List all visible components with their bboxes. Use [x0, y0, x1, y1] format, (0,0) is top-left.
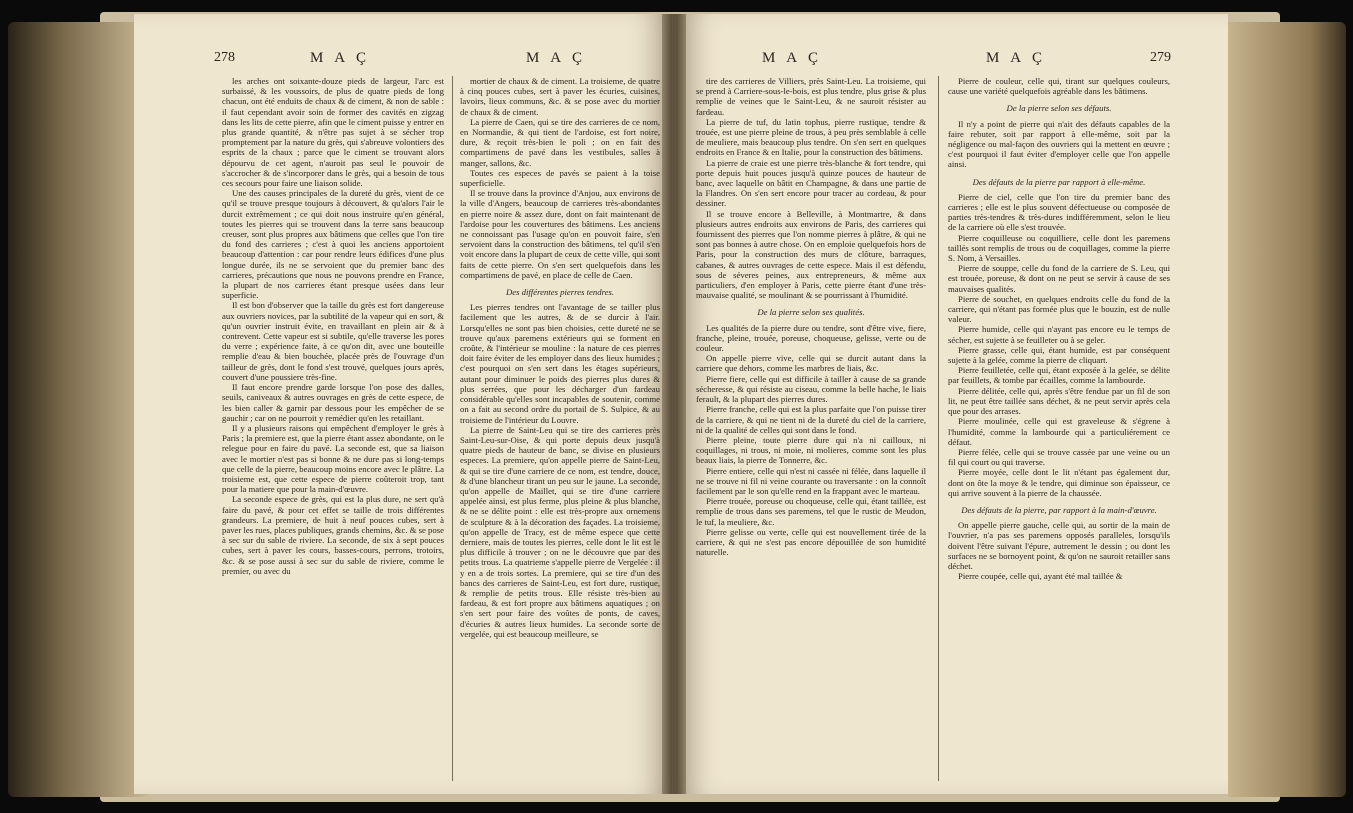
paragraph: Pierre humide, celle qui n'ayant pas encore eu le temps de sécher, est sujette à se feuilleter ou à se geler.: [948, 324, 1170, 345]
paragraph: tire des carrieres de Villiers, près Saint-Leu. La troisieme, qui se prend à Carriere-sous-le-bois, est plus tendre, plus grise & plus remplie de veines que le Saint-Leu, & ne sauroit résister au fardeau.: [696, 76, 926, 117]
paragraph: Il se trouve encore à Belleville, à Montmartre, & dans plusieurs autres endroits aux environs de Paris, des carrieres qui fournissent des pierres que l'on nomme pierres à plâtre, & qui ne sont pas bonnes à autre chose. On en emploie quelquefois hors de Paris, pour la construction des murs de clôture, barraques, cabanes, & autres ouvrages de cette espece. Mais il est défendu, sous de séveres peines, aux entrepreneurs, & même aux particuliers, d'en employer à Paris, cette pierre étant d'une très-mauvaise qualité, se moulinant & se pourrissant à l'humidité.: [696, 208, 926, 301]
paragraph: Pierre de couleur, celle qui, tirant sur quelques couleurs, cause une variété quelquefois agréable dans les bâtimens.: [948, 76, 1170, 97]
section-heading: Des défauts de la pierre par rapport à elle-même.: [972, 176, 1146, 187]
running-head: M A Ç: [762, 50, 823, 66]
section-heading: Des différentes pierres tendres.: [505, 287, 615, 298]
paragraph: Pierre gelisse ou verte, celle qui est nouvellement tirée de la carriere, & qui ne s'est pas encore dépouillée de son humidité naturelle.: [696, 526, 926, 558]
paragraph: La pierre de Saint-Leu qui se tire des carrieres près Saint-Leu-sur-Oise, & qui porte depuis deux jusqu'à quatre pieds de hauteur de banc, se divise en plusieurs especes. La premiere, qu'on appelle pierre de Saint-Leu, & qui se tire d'une carriere de ce nom, est tendre, douce, & d'une blancheur tirant un peu sur le jaune. La seconde, qu'on appelle de Maillet, qui se tire d'une carriere appelée ainsi, est plus ferme, plus pleine & plus blanche, & ne se délite point : elle est très-propre aux ornemens de sculpture & à la décoration des façades. La troisieme, qu'on appelle de Tracy, est de même espece que cette derniere, mais de toutes les pierres, celle dont le lit est le plus difficile à trouver ; on ne le découvre que par des petits trous. La quatrieme s'appelle pierre de Vergelée : il y en a de trois sortes. La premiere, qui se tire d'un des bancs des carrieres de Saint-Leu, est fort dure, rustique, & remplie de petits trous. Elle résiste très-bien au fardeau, & est fort propre aux bâtimens aquatiques ; on s'en sert pour faire des voûtes de ponts, de caves, d'écuries & autres lieux humides. La seconde sorte de vergelée, qui est beaucoup meilleure, se: [460, 424, 660, 639]
paragraph: Les pierres tendres ont l'avantage de se tailler plus facilement que les autres, & de se durcir à l'air. Lorsqu'elles ne sont pas bien choisies, cette dureté ne se trouve qu'aux paremens extérieurs qui se forment en croûte, & l'intérieur se mouline : la nature de ces pierres doit faire éviter de les employer dans des lieux humides ; c'est pourquoi on s'en sert dans les étages supérieurs, autant pour diminuer le poids des pierres plus dures & plus serrées, que pour les décharger d'un fardeau considérable qu'elles sont incapables de soutenir, comme on a fait au second ordre du portail de S. Sulpice, & au troisieme de l'intérieur du Louvre.: [460, 302, 660, 425]
page-number: 279: [1150, 50, 1171, 65]
paragraph: Pierre délitée, celle qui, après s'être fendue par un fil de son lit, ne peut être taillée sans déchet, & ne peut servir après cela que pour des arrases.: [948, 385, 1170, 417]
paragraph: Pierre coquilleuse ou coquilliere, celle dont les paremens taillés sont remplis de trous ou de coquillages, comme la pierre S. Nom, à Versailles.: [948, 232, 1170, 264]
paragraph: Il se trouve dans la province d'Anjou, aux environs de la ville d'Angers, beaucoup de carrieres très-abondantes en pierre noire & assez dure, dont on fait maintenant de l'ardoise pour les couvertures des bâtimens. Les anciens ne connoissant pas l'usage qu'on en pouvoit faire, s'en servoient dans la construction des bâtimens, tel qu'il s'en voit encore dans la plupart de ceux de cette ville, qui sont faits de cette pierre. On s'en sert quelquefois dans les compartimens de pavé, en place de celle de Caen.: [460, 188, 660, 280]
section-heading: Des défauts de la pierre, par rapport à la main-d'œuvre.: [961, 504, 1157, 515]
right-page-edges: [1228, 22, 1346, 797]
text-column-left: [696, 76, 926, 557]
paragraph: La seconde espece de grès, qui est la plus dure, ne sert qu'à faire du pavé, & pour cet effet se taille de trois différentes grandeurs. La premiere, de huit à neuf pouces cubes, sert à paver les rues, places publiques, grands chemins, &c. & se pose à sec sur du sable de riviere. La seconde, de six à sept pouces cubes, sert à paver les cours, basses-cours, perrons, trotoirs, &c. & se pose aussi à sec sur du sable de riviere, comme le premier, ou avec du: [222, 494, 444, 576]
paragraph: Pierre de souchet, en quelques endroits celle du fond de la carriere, qui n'étant pas formée plus que le bouzin, est de nulle valeur.: [948, 293, 1170, 325]
paragraph: Pierre de souppe, celle du fond de la carriere de S. Leu, qui est trouée, poreuse, & dont on ne peut se servir à cause de ses mauvaises qualités.: [948, 263, 1170, 294]
paragraph: Pierre feuilletée, celle qui, étant exposée à la gelée, se délite par feuillets, & tombe par écailles, comme la lambourde.: [948, 365, 1170, 386]
paragraph: On appelle pierre vive, celle qui se durcit autant dans la carriere que dehors, comme les marbres de liais, &c.: [696, 353, 926, 374]
paragraph: Pierre pleine, toute pierre dure qui n'a ni cailloux, ni coquillages, ni trous, ni moie, ni molieres, comme sont les plus beaux liais, la pierre de Tonnerre, &c.: [696, 434, 926, 466]
paragraph: Il n'y a point de pierre qui n'ait des défauts capables de la faire rebuter, soit par rapport à elle-même, soit par la négligence ou mal-façon des ouvriers qui la mettent en œuvre ; c'est pourquoi il faut éviter d'employer celle que l'on appelle ainsi.: [948, 118, 1170, 170]
paragraph: On appelle pierre gauche, celle qui, au sortir de la main de l'ouvrier, n'a pas ses paremens opposés paralleles, lorsqu'ils doivent l'être suivant l'épure, autrement le dessin ; ou dont les surfaces ne se bornoyent point, & qu'on ne sauroit retailler sans déchet.: [948, 520, 1170, 571]
paragraph: Pierre fiere, celle qui est difficile à tailler à cause de sa grande sécheresse, & qui résiste au ciseau, comme la belle hache, le liais ferault, & la plupart des pierres dures.: [696, 373, 926, 405]
paragraph: Il y a plusieurs raisons qui empêchent d'employer le grès à Paris ; la premiere est, que la pierre étant assez abondante, on le relegue pour en faire du pavé. La seconde est, que sa liaison avec le mortier n'est pas si bonne & ne dure pas si long-temps que celle de la pierre, beaucoup moins encore avec le plâtre. La troisieme est, que cette espece de pierre coûteroit trop, tant pour la matiere que pour la main-d'œuvre.: [222, 422, 444, 495]
paragraph: Pierre moulinée, celle qui est graveleuse & s'égrene à l'humidité, comme la lambourde qui a particuliérement ce défaut.: [948, 416, 1170, 447]
running-head: M A Ç: [986, 50, 1047, 66]
paragraph: La pierre de tuf, du latin tophus, pierre rustique, tendre & trouée, est une pierre pleine de trous, à peu près semblable à celle de meuliere, mais beaucoup plus tendre. On s'en sert en quelques endroits en France & en Italie, pour la construction des bâtimens.: [696, 116, 926, 158]
running-head: M A Ç: [310, 50, 371, 66]
paragraph: Une des causes principales de la dureté du grès, vient de ce qu'il se trouve presque toujours à découvert, & qu'alors l'air le durcit extrêmement ; ce qui doit nous instruire qu'en général, toutes les pierres qui se trouvent dans la terre sans beaucoup creuser, sont plus propres aux bâtimens que celles que l'on tire du fond des carrieres ; c'est à quoi les anciens apportoient beaucoup d'attention : car pour rendre leurs édifices d'une plus longue durée, ils ne se servoient que du premier banc des carrieres, précautions que nous ne pouvons prendre en France, la plupart de nos carrieres étant presque usées dans leur superficie.: [222, 188, 444, 301]
page-number: 278: [214, 50, 235, 65]
paragraph: Pierre moyée, celle dont le lit n'étant pas également dur, dont on ôte la moye & le tendre, qui diminue son épaisseur, ce qui arrive souvent à la pierre de la chaussée.: [948, 467, 1170, 498]
paragraph: Toutes ces especes de pavés se paient à la toise superficielle.: [460, 167, 660, 189]
paragraph: Pierre entiere, celle qui n'est ni cassée ni félée, dans laquelle il ne se trouve ni fil ni veine courante ou traversante : on la connoît facilement par le son qu'elle rend en la frappant avec le marteau.: [696, 465, 926, 496]
paragraph: La pierre de Caen, qui se tire des carrieres de ce nom, en Normandie, & qui tient de l'ardoise, est fort noire, dure, & reçoit très-bien le poli ; on en fait des compartimens de pavé dans les vestibules, salles à manger, sallons, &c.: [460, 116, 660, 168]
running-head: M A Ç: [526, 50, 587, 66]
left-page-edges: [8, 22, 148, 797]
paragraph: Les qualités de la pierre dure ou tendre, sont d'être vive, fiere, franche, pleine, trouée, poreuse, choqueuse, gelisse, verte ou de couleur.: [696, 322, 926, 354]
paragraph: Pierre coupée, celle qui, ayant été mal taillée &: [958, 571, 1123, 582]
paragraph: Pierre de ciel, celle que l'on tire du premier banc des carrieres ; elle est le plus souvent défectueuse ou composée de parties très-tendres & très-dures indifféremment, selon le lieu de la carriere où elle s'est trouvée.: [948, 191, 1170, 233]
paragraph: Il est bon d'observer que la taille du grès est fort dangereuse aux ouvriers novices, par la subtilité de la vapeur qui en sort, & qu'un ouvrier instruit évite, en travaillant en plein air & à contrevent. Cette vapeur est si subtile, qu'elle traverse les pores du verre ; expérience faite, à ce qu'on dit, avec une bouteille remplie d'eau & bien bouchée, placée près de l'ouvrage d'un tailleur de grès, dont le fond s'est trouvé, quelques jours après, couvert d'une poussiere très-fine.: [222, 300, 444, 382]
paragraph: Pierre franche, celle qui est la plus parfaite que l'on puisse tirer de la carriere, & qui ne tient ni de la dureté du ciel de la carriere, ni de la qualité de celles qui sont dans le fond.: [696, 404, 926, 435]
section-heading: De la pierre selon ses défauts.: [1006, 103, 1112, 114]
paragraph: mortier de chaux & de ciment. La troisieme, de quatre à cinq pouces cubes, sert à paver les écuries, cuisines, lavoirs, lieux communs, &c. & se pose avec du mortier de chaux & de ciment.: [460, 76, 660, 117]
left-page: [134, 14, 672, 794]
right-page: [676, 14, 1228, 794]
paragraph: Il faut encore prendre garde lorsque l'on pose des dalles, seuils, caniveaux & autres ouvrages en grès de cette espece, de les bien caller & garnir par dessous pour les empêcher de se gauchir ; car on ne pourroit y remédier qu'en les retaillant.: [222, 382, 444, 423]
paragraph: les arches ont soixante-douze pieds de largeur, l'arc est surbaissé, & les voussoirs, de plus de quatre pieds de long chacun, ont été enduits de chaux & de ciment, & non de sable : il faut cependant avoir soin de former des cavités en zigzag dans les lits de cette pierre, afin que le ciment puisse y entrer en plus grande quantité, & n'être pas sujet à se sécher trop promptement par la nature du grès, qui s'abreuve volontiers des esprits de la chaux ; parce que le ciment se trouvant alors dépourvu de cet agent, n'auroit pas seul le pouvoir de s'accrocher & de s'incorporer dans le grès, qui a besoin de tous ces secours pour faire une liaison solide.: [222, 76, 444, 189]
paragraph: Pierre grasse, celle qui, étant humide, est par conséquent sujette à la gelée, comme la pierre de cliquart.: [948, 344, 1170, 366]
paragraph: La pierre de craie est une pierre très-blanche & fort tendre, qui porte depuis huit pouces jusqu'à quinze pouces de hauteur de banc, avec laquelle on bâtit en Champagne, & dans une partie de la Flandres. On s'en sert encore pour tracer au cordeau, & pour dessiner.: [696, 157, 926, 209]
text-column-right: [460, 76, 660, 639]
column-rule: [938, 76, 939, 781]
section-heading: De la pierre selon ses qualités.: [757, 307, 865, 318]
text-column-right: [948, 76, 1170, 581]
book-gutter: [662, 14, 686, 794]
paragraph: Pierre félée, celle qui se trouve cassée par une veine ou un fil qui court ou qui traverse.: [948, 446, 1170, 468]
paragraph: Pierre trouée, poreuse ou choqueuse, celle qui, étant taillée, est remplie de trous dans ses paremens, tel que le rustic de Meudon, le tuf, la meuliere, &c.: [696, 496, 926, 527]
text-column-left: [222, 76, 444, 576]
column-rule: [452, 76, 453, 781]
